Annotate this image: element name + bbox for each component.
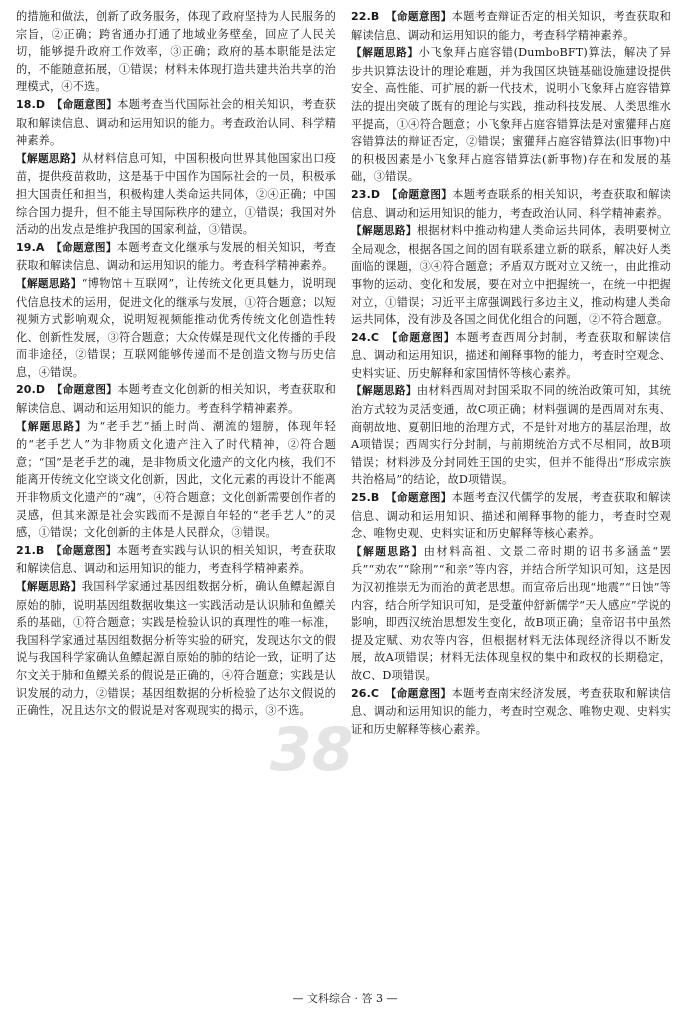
answer-number: 19.A [16, 240, 45, 254]
intent-text: 本题考查南宋经济发展，考查获取和解读信息、调动和运用知识的能力，考查时空观念、唯物史观、史料实证和历史解释等核心素养。 [351, 686, 671, 736]
idea-tag: 【解题思路】 [16, 277, 82, 290]
intent-tag: 【命题意图】 [391, 492, 452, 505]
intent-tag: 【命题意图】 [56, 384, 118, 397]
answer-number: 23.D [351, 187, 381, 201]
idea-tag: 【解题思路】 [351, 47, 419, 60]
idea-tag: 【解题思路】 [351, 385, 417, 398]
intent-text: 本题考查文化继承与发展的相关知识，考查获取和解读信息、调动和运用知识的能力。考查科学精神素养。 [16, 240, 336, 273]
idea-tag: 【解题思路】 [351, 545, 424, 558]
answer-number: 26.C [351, 686, 380, 700]
answer-number: 21.B [16, 543, 45, 557]
intent-text: 本题考查西周分封制，考查获取和解读信息、调动和运用知识，描述和阐释事物的能力，考查时空观念、史料实证、历史解释和家国情怀等核心素养。 [351, 330, 671, 380]
intent-tag: 【命题意图】 [56, 241, 117, 254]
idea-text: 由材料高祖、文景二帝时期的诏书多涵盖“罢兵”“劝农”“除刑”“和亲”等内容，并结合所学知识可知，这是因为汉初推崇无为而治的黄老思想。而宣帝后出现“地震”“日蚀”等内容，结合所学知识可知，是受董仲舒新儒学“天人感应”学说的影响，即西汉统治思想发生变化，故B项正确；皇帝诏书中虽然提及定赋、劝农等内容，但根据材料无法体现经济得以不断发展，故A项错误；材料无法体现皇权的集中和政权的长期稳定，故C、D项错误。 [351, 544, 671, 682]
intent-tag: 【命题意图】 [391, 11, 452, 23]
intent-tag: 【命题意图】 [56, 544, 117, 557]
intent-text: 本题考查实践与认识的相关知识，考查获取和解读信息、调动和运用知识的能力，考查科学精神素养。 [16, 543, 336, 576]
answer-20 [16, 381, 336, 541]
answer-number: 20.D [16, 383, 46, 397]
intro-paragraph: 的措施和做法，创新了政务服务，体现了政府坚持为人民服务的宗旨，②正确；跨省通办打通了地域业务壁垒，回应了人民关切，能够提升政府工作效率，③正确；政府的基本职能是法定的，不能随意拓展，①错误；材料未体现打造共建共治共享的治理模式，④不选。 [16, 10, 336, 94]
idea-text: 根据材料中推动构建人类命运共同体，表明要树立全局观念，根据各国之间的固有联系建立新的联系，解决好人类面临的课题，③④符合题意；矛盾双方既对立又统一，由此推动事物的运动、变化和发展，要在对立中把握统一，在统一中把握对立，①错误；习近平主席强调践行多边主义，推动构建人类命运共同体，没有涉及各国之间优化组合的问题，②不符合题意。 [351, 224, 671, 327]
left-column [16, 8, 336, 720]
idea-tag: 【解题思路】 [351, 225, 417, 238]
idea-text: 小飞象拜占庭容错(DumboBFT)算法，解决了异步共识算法设计的理论难题，并为我国区块链基础设施建设提供安全、高性能、可扩展的新一代技术，说明小飞象拜占庭容错算法的提出突破了既有的理论与实践，推动科技发展、人类思维水平提高，①④符合题意；小飞象拜占庭容错算法是对蜜獾拜占庭容错算法的辩证否定，②错误；蜜獾拜占庭容错算法(旧事物)中的积极因素是小飞象拜占庭容错算法(新事物)存在和发展的基础，③错误。 [351, 46, 671, 184]
answer-19 [16, 239, 336, 382]
intent-text: 本题考查联系的相关知识，考查获取和解读信息、调动和运用知识的能力，考查政治认同、科学精神素养。 [351, 187, 671, 220]
intent-text: 本题考查当代国际社会的相关知识，考查获取和解读信息、调动和运用知识的能力。考查政治认同、科学精神素养。 [16, 97, 336, 148]
answer-18 [16, 96, 336, 239]
intent-text: 本题考查文化创新的相关知识，考查获取和解读信息、调动和运用知识的能力。考查科学精神素养。 [16, 383, 336, 416]
idea-text: 我国科学家通过基因组数据分析，确认鱼鳔起源自原始的肺，说明基因组数据收集这一实践活动是认识肺和鱼鳔关系的基础，①符合题意；实践是检验认识的真理性的唯一标准，我国科学家通过基因组数据分析等实验的研究，发现达尔文的假说与我国科学家确认鱼鳔起源自原始的肺的结论一致，证明了达尔文关于肺和鱼鳔关系的假说是正确的，④符合题意；实践是认识发展的动力，②错误；基因组数据的分析检验了达尔文假说的正确性，况且达尔文的假说是对客观现实的揭示，③不选。 [16, 580, 336, 718]
answer-21 [16, 542, 336, 720]
answer-number: 18.D [16, 97, 46, 111]
answer-number: 25.B [351, 491, 380, 505]
idea-tag: 【解题思路】 [16, 152, 82, 165]
idea-tag: 【解题思路】 [16, 581, 82, 593]
watermark-logo: 38 [270, 715, 354, 785]
answer-22 [351, 8, 671, 186]
intent-text: 本题考查汉代儒学的发展，考查获取和解读信息、调动和运用知识、描述和阐释事物的能力，考查时空观念、唯物史观、史料实证和历史解释等核心素养。 [351, 491, 671, 541]
answer-number: 24.C [351, 330, 380, 344]
idea-text: 由材料西周对封国采取不同的统治政策可知，其统治方式较为灵活变通，故C项正确；材料强调的是西周对东夷、商朝故地、夏朝旧地的治理方式，不是针对地方的基层治理，故A项错误；西周实行分封制，与前期统治方式不尽相同，故B项错误；材料涉及分封同姓王国的史实，但并不能得出“形成宗族共治格局”的结论，故D项错误。 [351, 384, 671, 487]
idea-text: “博物馆＋互联网”，让传统文化更具魅力，说明现代信息技术的运用，促进文化的继承与发展，①符合题意；以短视频方式影响观众，说明短视频能推动优秀传统文化创造性转化、创新性发展，③符合题意；大众传媒是现代文化传播的手段而非途径，②错误；互联网能够传递而不是创造文物与历史信息，④错误。 [16, 276, 336, 379]
idea-text: 从材料信息可知，中国积极向世界其他国家出口疫苗，提供疫苗救助，这是基于中国作为国际社会的一员，积极承担大国责任和担当，积极构建人类命运共同体，②④正确；中国综合国力提升，但不能主导国际秩序的建立，①错误；我国对外活动的出发点是维护我国的国家利益，③错误。 [16, 151, 336, 237]
right-column [351, 8, 671, 738]
page-footer: — 文科综合 · 答 3 — [292, 992, 398, 1005]
idea-text: 为“老手艺”插上时尚、潮流的翅膀，体现年轻的“老手艺人”为非物质文化遗产注入了时代精神，②符合题意；“国”是老手艺的魂，是非物质文化遗产的文化内核，我们不能离开传统文化空谈文化创新，因此，文化元素的再设计不能离开非物质文化遗产的“魂”，④符合题意；文化创新需要创作者的灵感，但其来源是社会实践而不是源自年轻的“老手艺人”的灵感，①错误；文化创新的主体是人民群众，③错误。 [16, 419, 336, 540]
intent-tag: 【命题意图】 [390, 687, 452, 700]
answer-25 [351, 489, 671, 685]
intent-tag: 【命题意图】 [391, 188, 453, 201]
intent-tag: 【命题意图】 [56, 98, 118, 111]
idea-tag: 【解题思路】 [16, 420, 88, 433]
intent-tag: 【命题意图】 [391, 331, 456, 344]
intent-text: 本题考查辩证否定的相关知识，考查获取和解读信息、调动和运用知识的能力，考查科学精神素养。 [351, 10, 671, 42]
answer-23 [351, 186, 671, 329]
answer-24 [351, 329, 671, 489]
answer-number: 22.B [351, 10, 380, 23]
